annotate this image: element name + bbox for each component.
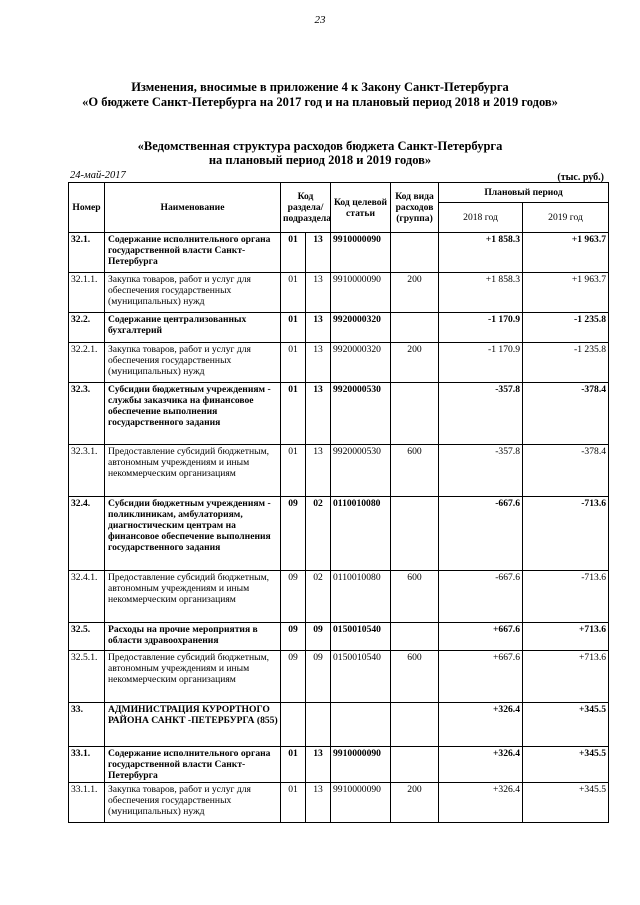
document-heading-line1: Изменения, вносимые в приложение 4 к Закону Санкт-Петербурга: [131, 80, 509, 94]
row-section: 01: [281, 445, 306, 497]
header-name: Наименование: [105, 183, 281, 233]
table-row: [69, 497, 609, 571]
row-kind-code: [391, 233, 439, 273]
row-subsection: 13: [306, 783, 331, 823]
row-number: 32.3.1.: [69, 445, 105, 497]
row-value-2018: -357.8: [439, 445, 523, 497]
row-target-code: 0150010540: [331, 623, 391, 651]
row-target-code: 9910000090: [331, 783, 391, 823]
row-target-code: 0110010080: [331, 497, 391, 571]
row-number: 32.5.: [69, 623, 105, 651]
header-2018: 2018 год: [439, 203, 523, 233]
table-row: [69, 623, 609, 651]
row-name: Содержание исполнительного органа государственной власти Санкт-Петербурга: [105, 233, 281, 273]
row-kind-code: 200: [391, 273, 439, 313]
table-row: [69, 747, 609, 783]
row-value-2019: +345.5: [523, 703, 609, 747]
row-kind-code: 600: [391, 651, 439, 703]
row-name: АДМИНИСТРАЦИЯ КУРОРТНОГО РАЙОНА САНКТ -ПЕТЕРБУРГА (855): [105, 703, 281, 747]
row-number: 33.1.1.: [69, 783, 105, 823]
header-kind: Код вида расходов (группа): [391, 183, 439, 233]
row-subsection: 13: [306, 383, 331, 445]
row-section: 09: [281, 497, 306, 571]
row-value-2019: -1 235.8: [523, 343, 609, 383]
row-kind-code: [391, 703, 439, 747]
row-subsection: 09: [306, 651, 331, 703]
table-title-line2: на плановый период 2018 и 2019 годов»: [208, 153, 432, 167]
row-value-2018: +326.4: [439, 703, 523, 747]
row-value-2019: -378.4: [523, 383, 609, 445]
row-kind-code: [391, 623, 439, 651]
table-row: [69, 783, 609, 823]
row-kind-code: 600: [391, 571, 439, 623]
row-kind-code: [391, 747, 439, 783]
row-name: Субсидии бюджетным учреждениям - поликлиникам, амбулаториям, диагностическим центрам на финансовое обеспечение выполнения государственного задания: [105, 497, 281, 571]
row-kind-code: [391, 383, 439, 445]
row-number: 32.2.: [69, 313, 105, 343]
row-value-2018: +326.4: [439, 783, 523, 823]
row-subsection: 13: [306, 343, 331, 383]
table-title-line1: «Ведомственная структура расходов бюджета Санкт-Петербурга: [137, 139, 503, 153]
row-target-code: [331, 703, 391, 747]
row-value-2018: +326.4: [439, 747, 523, 783]
row-section: 09: [281, 651, 306, 703]
expenditure-table: [68, 182, 609, 823]
row-name: Закупка товаров, работ и услуг для обеспечения государственных (муниципальных) нужд: [105, 273, 281, 313]
row-section: 01: [281, 383, 306, 445]
document-date: 24-май-2017: [70, 170, 126, 181]
row-value-2019: +1 963.7: [523, 273, 609, 313]
row-value-2018: -357.8: [439, 383, 523, 445]
table-row: [69, 571, 609, 623]
row-value-2018: -1 170.9: [439, 343, 523, 383]
row-name: Субсидии бюджетным учреждениям - службы заказчика на финансовое обеспечение выполнения государственного задания: [105, 383, 281, 445]
row-target-code: 9920000320: [331, 343, 391, 383]
row-kind-code: 200: [391, 783, 439, 823]
row-number: 32.2.1.: [69, 343, 105, 383]
row-name: Предоставление субсидий бюджетным, автономным учреждениям и иным некоммерческим организациям: [105, 571, 281, 623]
row-name: Предоставление субсидий бюджетным, автономным учреждениям и иным некоммерческим организациям: [105, 651, 281, 703]
row-target-code: 9910000090: [331, 273, 391, 313]
row-section: 01: [281, 343, 306, 383]
table-row: [69, 273, 609, 313]
table-row: [69, 651, 609, 703]
row-kind-code: 200: [391, 343, 439, 383]
row-value-2018: +1 858.3: [439, 233, 523, 273]
row-target-code: 0110010080: [331, 571, 391, 623]
row-target-code: 9920000320: [331, 313, 391, 343]
row-name: Закупка товаров, работ и услуг для обеспечения государственных (муниципальных) нужд: [105, 343, 281, 383]
row-subsection: 13: [306, 445, 331, 497]
row-section: 01: [281, 747, 306, 783]
row-value-2018: +667.6: [439, 623, 523, 651]
row-subsection: 13: [306, 747, 331, 783]
row-name: Закупка товаров, работ и услуг для обеспечения государственных (муниципальных) нужд: [105, 783, 281, 823]
row-section: [281, 703, 306, 747]
row-number: 32.5.1.: [69, 651, 105, 703]
row-value-2019: -1 235.8: [523, 313, 609, 343]
table-row: [69, 703, 609, 747]
page-number: 23: [314, 14, 326, 26]
row-value-2019: +713.6: [523, 651, 609, 703]
row-value-2019: +713.6: [523, 623, 609, 651]
row-value-2018: +1 858.3: [439, 273, 523, 313]
table-row: [69, 383, 609, 445]
row-section: 01: [281, 273, 306, 313]
row-value-2019: +1 963.7: [523, 233, 609, 273]
row-name: Содержание централизованных бухгалтерий: [105, 313, 281, 343]
row-target-code: 9910000090: [331, 747, 391, 783]
row-subsection: 02: [306, 497, 331, 571]
row-subsection: 09: [306, 623, 331, 651]
row-value-2018: -667.6: [439, 497, 523, 571]
header-section: Код раздела/ подраздела: [281, 183, 331, 233]
row-name: Содержание исполнительного органа государственной власти Санкт-Петербурга: [105, 747, 281, 783]
table-row: [69, 445, 609, 497]
row-subsection: 13: [306, 273, 331, 313]
row-subsection: 02: [306, 571, 331, 623]
row-value-2018: -667.6: [439, 571, 523, 623]
row-value-2019: +345.5: [523, 783, 609, 823]
row-number: 32.4.1.: [69, 571, 105, 623]
row-section: 09: [281, 571, 306, 623]
row-section: 01: [281, 313, 306, 343]
row-subsection: 13: [306, 233, 331, 273]
row-target-code: 9910000090: [331, 233, 391, 273]
units-label: (тыс. руб.): [557, 172, 604, 183]
row-value-2019: +345.5: [523, 747, 609, 783]
table-row: [69, 343, 609, 383]
row-number: 32.3.: [69, 383, 105, 445]
row-value-2018: +667.6: [439, 651, 523, 703]
row-section: 01: [281, 233, 306, 273]
row-number: 33.1.: [69, 747, 105, 783]
row-target-code: 0150010540: [331, 651, 391, 703]
row-value-2019: -378.4: [523, 445, 609, 497]
document-heading-line2: «О бюджете Санкт-Петербурга на 2017 год и на плановый период 2018 и 2019 годов»: [82, 95, 558, 109]
table-row: [69, 233, 609, 273]
row-target-code: 9920000530: [331, 445, 391, 497]
row-subsection: [306, 703, 331, 747]
row-kind-code: 600: [391, 445, 439, 497]
row-number: 32.1.1.: [69, 273, 105, 313]
header-plan-period: Плановый период: [439, 183, 609, 203]
row-value-2019: -713.6: [523, 571, 609, 623]
row-kind-code: [391, 313, 439, 343]
row-value-2019: -713.6: [523, 497, 609, 571]
row-number: 33.: [69, 703, 105, 747]
row-target-code: 9920000530: [331, 383, 391, 445]
header-target: Код целевой статьи: [331, 183, 391, 233]
row-name: Предоставление субсидий бюджетным, автономным учреждениям и иным некоммерческим организациям: [105, 445, 281, 497]
row-section: 01: [281, 783, 306, 823]
row-number: 32.4.: [69, 497, 105, 571]
row-section: 09: [281, 623, 306, 651]
header-2019: 2019 год: [523, 203, 609, 233]
row-value-2018: -1 170.9: [439, 313, 523, 343]
row-name: Расходы на прочие мероприятия в области здравоохранения: [105, 623, 281, 651]
row-number: 32.1.: [69, 233, 105, 273]
table-row: [69, 313, 609, 343]
row-kind-code: [391, 497, 439, 571]
header-number: Номер: [69, 183, 105, 233]
row-subsection: 13: [306, 313, 331, 343]
